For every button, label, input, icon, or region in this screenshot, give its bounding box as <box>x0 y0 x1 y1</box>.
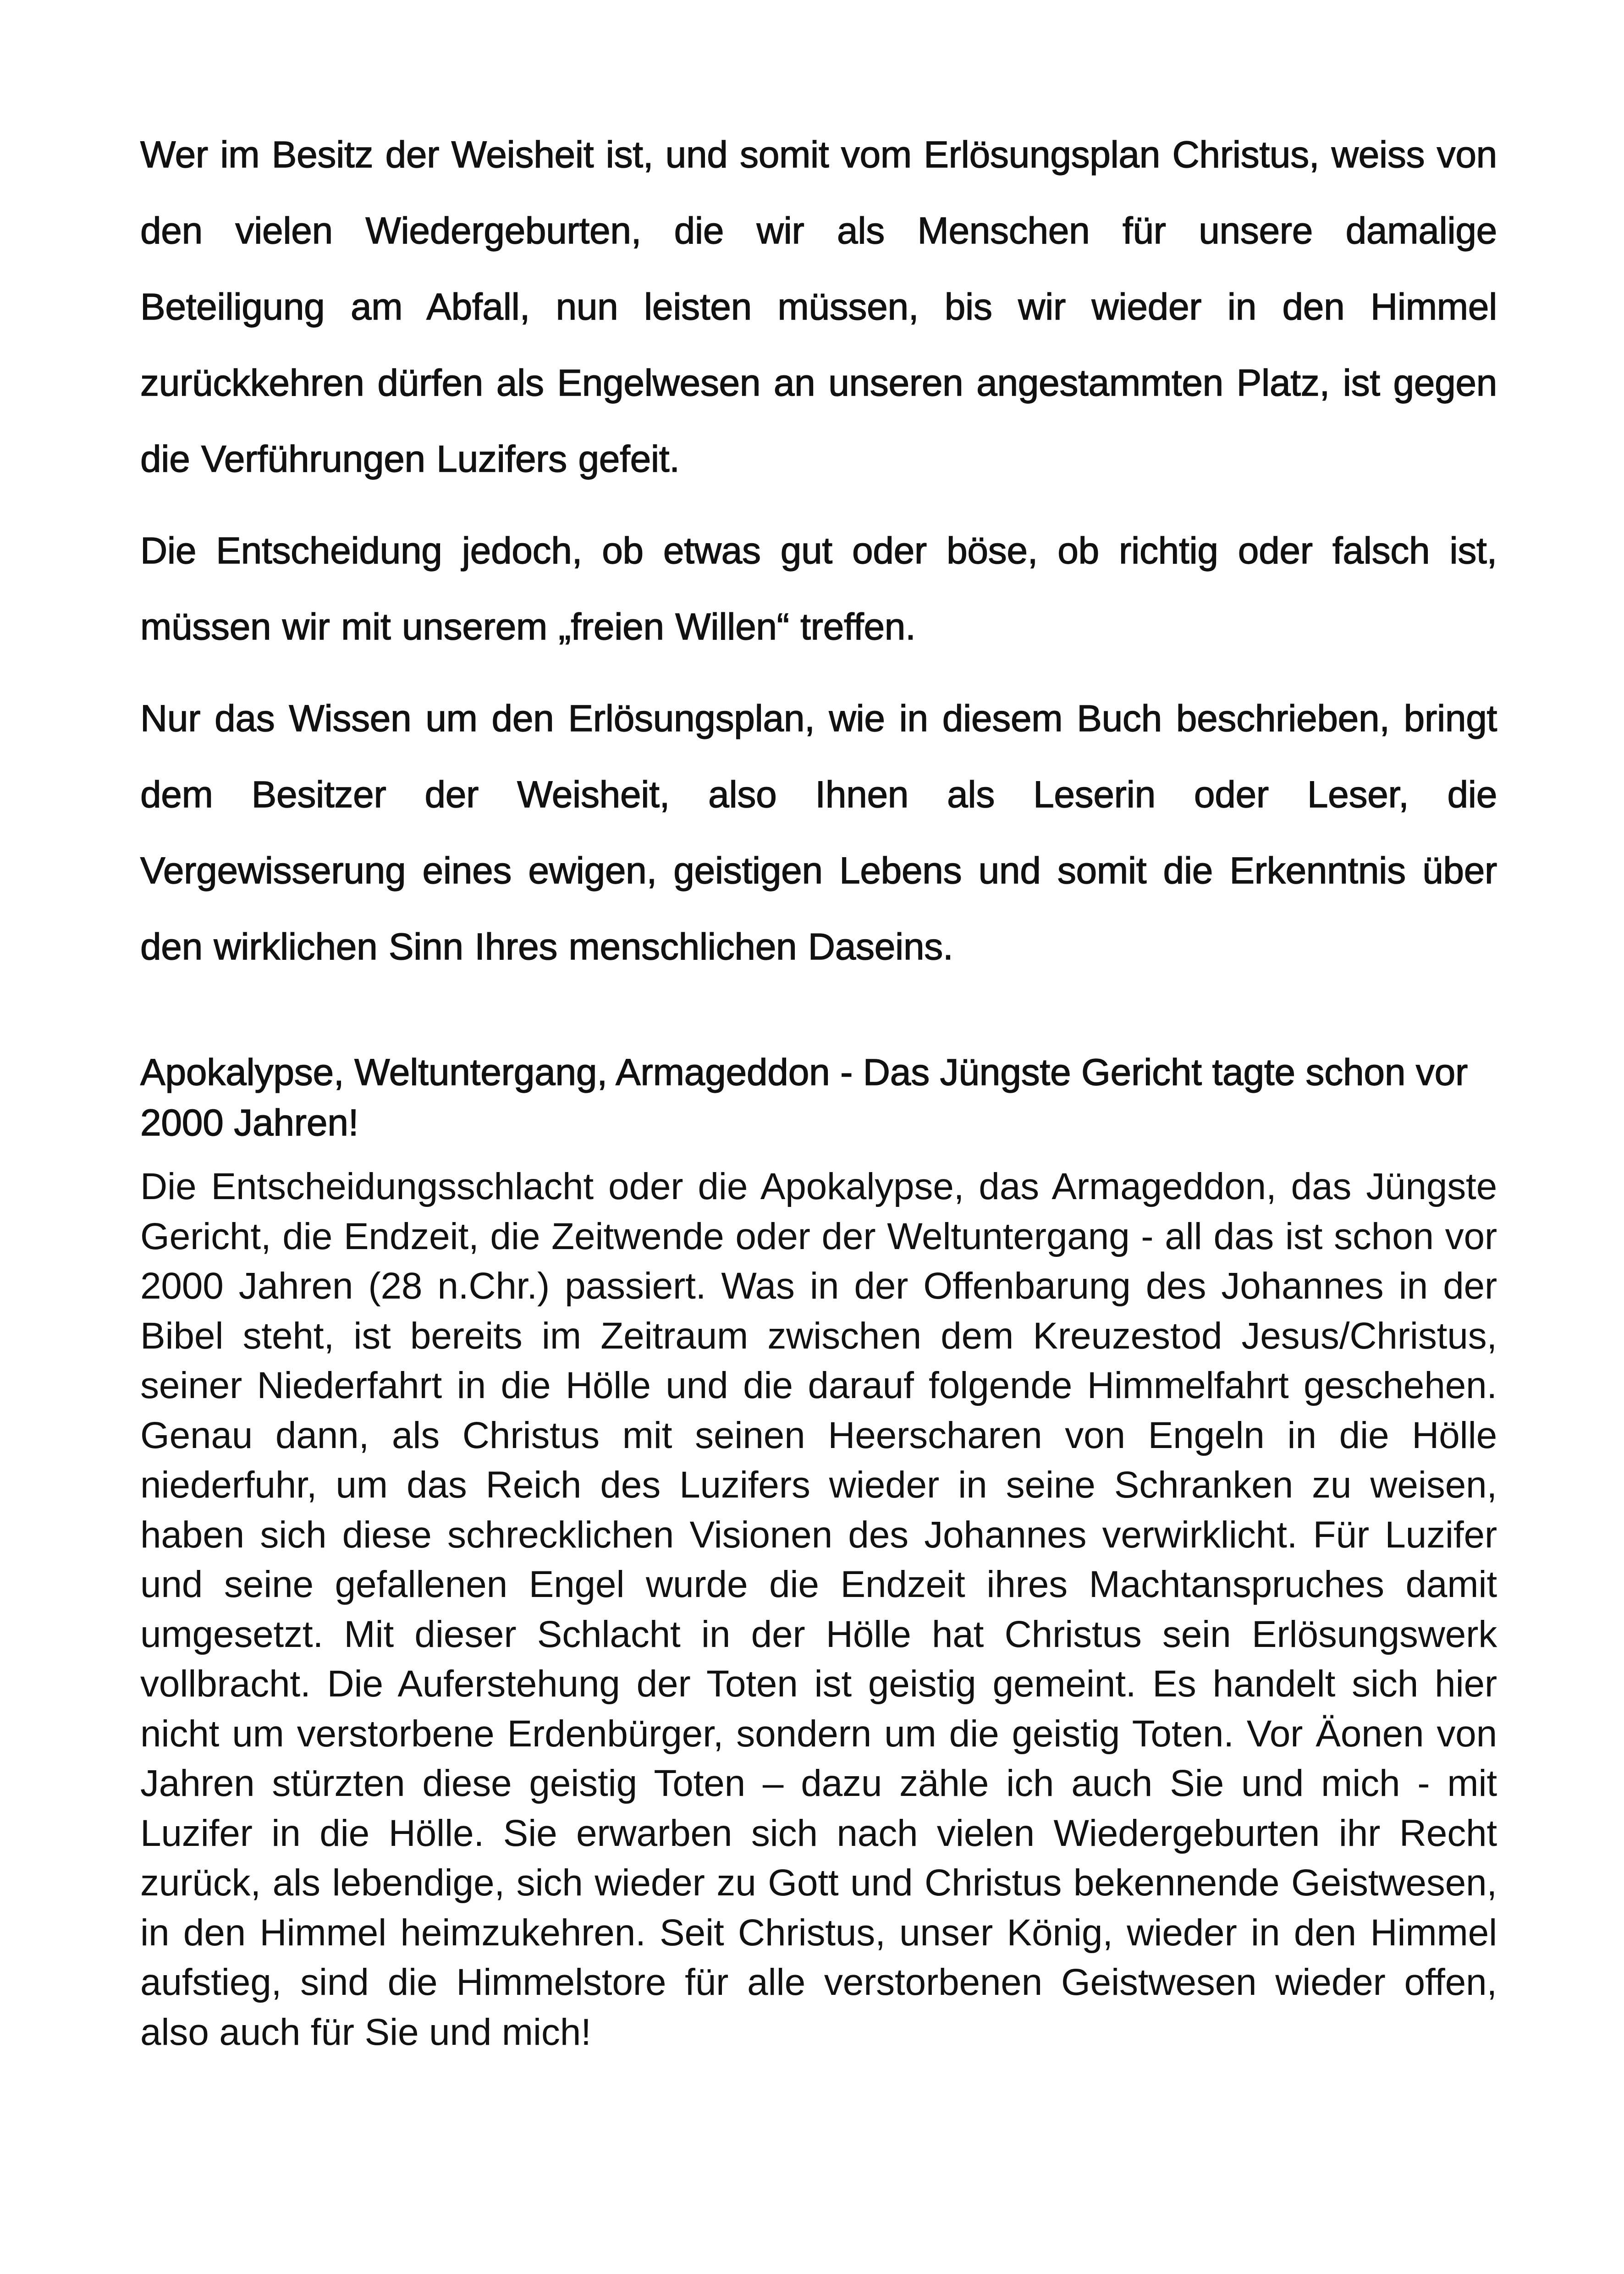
bold-intro-block <box>140 117 1497 985</box>
section-heading: Apokalypse, Weltuntergang, Armageddon - Das Jüngste Gericht tagte schon vor 2000 Jahren! <box>140 1052 1468 1144</box>
intro-paragraph-3: Nur das Wissen um den Erlösungsplan, wie in diesem Buch beschrieben, bringt dem Besitzer der Weisheit, also Ihnen als Leserin oder Leser, die Vergewisserung eines ewigen, geistigen Lebens und somit die Erkenntnis über den wirklichen Sinn Ihres menschlichen Daseins. <box>140 698 1497 968</box>
section-body: Die Entscheidungsschlacht oder die Apokalypse, das Armageddon, das Jüngste Gericht, die Endzeit, die Zeitwende oder der Weltuntergang - all das ist schon vor 2000 Jahren (28 n.Chr.) passiert. Was in der Offenbarung des Johannes in der Bibel steht, ist bereits im Zeitraum zwischen dem Kreuzestod Jesus/Christus, seiner Niederfahrt in die Hölle und die darauf folgende Himmelfahrt geschehen. Genau dann, als Christus mit seinen Heerscharen von Engeln in die Hölle niederfuhr, um das Reich des Luzifers wieder in seine Schranken zu weisen, haben sich diese schrecklichen Visionen des Johannes verwirklicht. Für Luzifer und seine gefallenen Engel wurde die Endzeit ihres Machtanspruches damit umgesetzt. Mit dieser Schlacht in der Hölle hat Christus sein Erlösungswerk vollbracht. Die Auferstehung der Toten ist geistig gemeint. Es handelt sich hier nicht um verstorbene Erdenbürger, sondern um die geistig Toten. Vor Äonen von Jahren stürzten diese geistig Toten – dazu zähle ich auch Sie und mich - mit Luzifer in die Hölle. Sie erwarben sich nach vielen Wiedergeburten ihr Recht zurück, als lebendige, sich wieder zu Gott und Christus bekennende Geistwesen, in den Himmel heimzukehren. Seit Christus, unser König, wieder in den Himmel aufstieg, sind die Himmelstore für alle verstorbenen Geistwesen wieder offen, also auch für Sie und mich! <box>140 1166 1497 2053</box>
page-content <box>140 117 1497 2057</box>
intro-paragraph-1: Wer im Besitz der Weisheit ist, und somit vom Erlösungsplan Christus, weiss von den vielen Wiedergeburten, die wir als Menschen für unsere damalige Beteiligung am Abfall, nun leisten müssen, bis wir wieder in den Himmel zurückkehren dürfen als Engelwesen an unseren angestammten Platz, ist gegen die Verführungen Luzifers gefeit. <box>140 134 1497 480</box>
intro-paragraph-2: Die Entscheidung jedoch, ob etwas gut oder böse, ob richtig oder falsch ist, müssen wir mit unserem „freien Willen“ treffen. <box>140 530 1497 648</box>
